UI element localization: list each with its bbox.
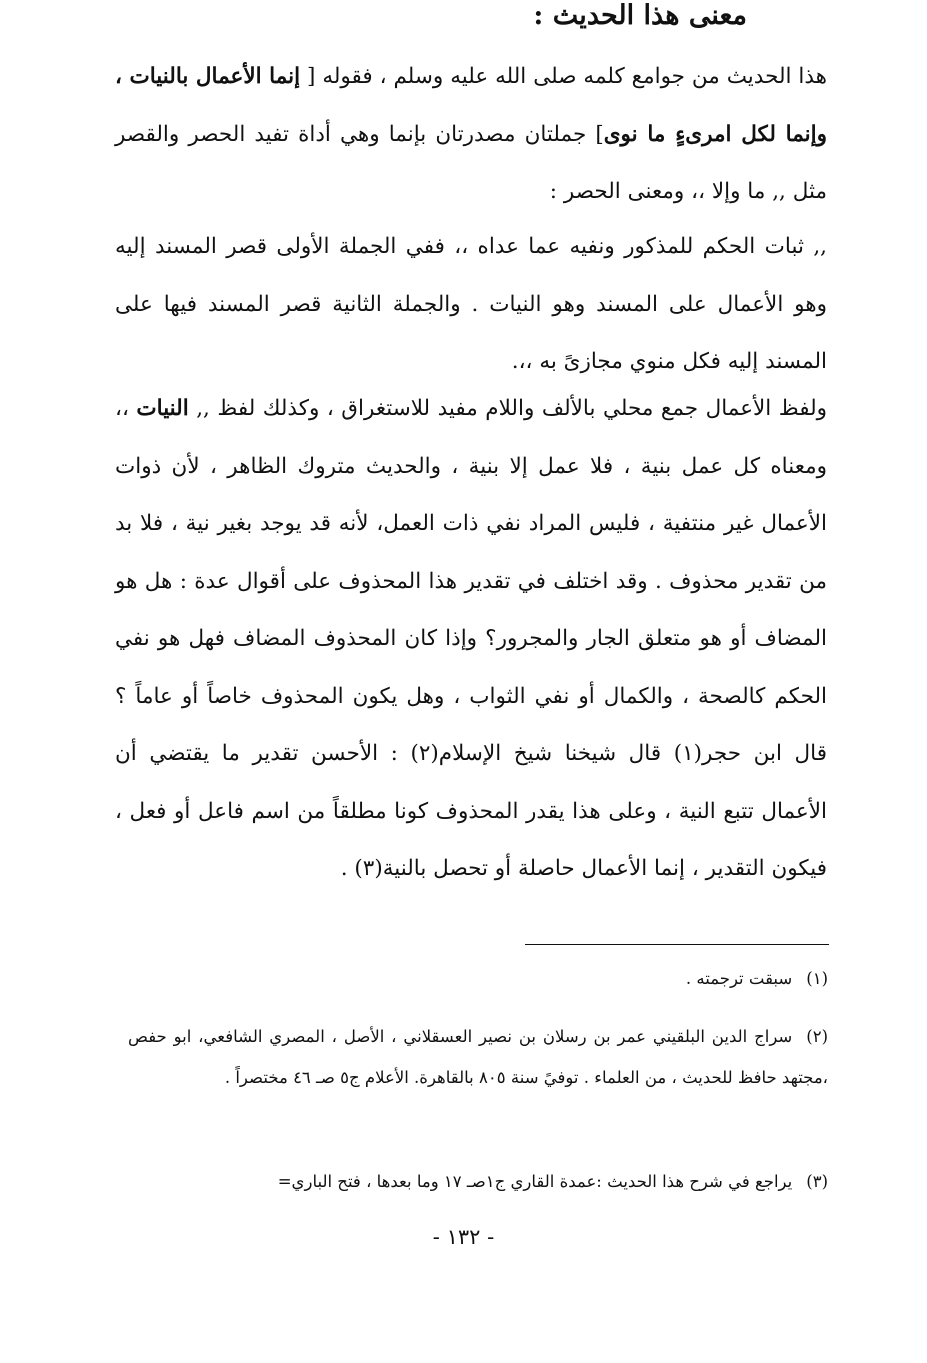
paragraph-1-text-b: ] جملتان مصدرتان بإنما وهي أداة تفيد الحصر والقصر مثل ,, ما وإلا ،، ومعنى الحصر : <box>115 121 827 204</box>
footnote-1-number: (١) <box>806 969 828 988</box>
page-number: - ١٣٢ - <box>432 1225 495 1249</box>
footnote-3 <box>128 1161 828 1202</box>
footnote-1 <box>128 958 828 999</box>
paragraph-3 <box>115 380 827 898</box>
paragraph-1 <box>115 48 827 221</box>
footnote-2-number: (٢) <box>806 1027 828 1046</box>
paragraph-3-text-a: ولفظ الأعمال جمع محلي بالألف واللام مفيد للاستغراق ، وكذلك لفظ ,, <box>188 396 828 421</box>
paragraph-2: ,, ثبات الحكم للمذكور ونفيه عما عداه ،، ففي الجملة الأولى قصر المسند إليه وهو الأعمال على المسند وهو النيات . والجملة الثانية قصر المسند فيها على المسند إليه فكل منوي مجازىً به ،،. <box>115 234 827 374</box>
footnote-1-text: سبقت ترجمته . <box>685 969 793 988</box>
footnote-separator <box>525 944 829 945</box>
bold-term-niyyat: النيات <box>136 396 189 421</box>
hadith-quote: إنما الأعمال بالنيات ، وإنما لكل امرىءٍ ما نوى <box>115 64 827 147</box>
footnote-2-text: سراج الدين البلقيني عمر بن رسلان بن نصير العسقلاني ، الأصل ، المصري الشافعي، ابو حفص ،مجتهد حافظ للحديث ، من العلماء . توفيً سنة ٨٠٥ بالقاهرة. الأعلام ج٥ صـ ٤٦ مختصراً . <box>128 1027 828 1087</box>
footnote-2 <box>128 1016 828 1098</box>
footnote-3-number: (٣) <box>806 1172 828 1191</box>
section-heading: معنى هذا الحديث : <box>533 0 747 31</box>
paragraph-3-text-b: ،، ومعناه كل عمل بنية ، فلا عمل إلا بنية ، والحديث متروك الظاهر ، لأن ذوات الأعمال غير منتفية ، فليس المراد نفي ذات العمل، لأنه قد يوجد بغير نية ، فلا بد من تقدير محذوف . وقد اختلف في تقدير هذا المحذوف على أقوال عدة : هل هو المضاف أو هو متعلق الجار والمجرور؟ وإذا كان المحذوف المضاف فهل هو نفي الحكم كالصحة ، والكمال أو نفي الثواب ، وهل يكون المحذوف خاصاً أو عاماً ؟ قال ابن حجر(١) قال شيخنا شيخ الإسلام(٢) : الأحسن تقدير ما يقتضي أن الأعمال تتبع النية ، وعلى هذا يقدر المحذوف كونا مطلقاً من اسم فاعل أو فعل ، فيكون التقدير ، إنما الأعمال حاصلة أو تحصل بالنية(٣) . <box>115 396 827 881</box>
footnote-3-text: يراجع في شرح هذا الحديث :عمدة القاري ج١صـ ١٧ وما بعدها ، فتح الباري= <box>277 1172 793 1191</box>
paragraph-1-text-a: هذا الحديث من جوامع كلمه صلى الله عليه وسلم ، فقوله [ <box>300 64 828 89</box>
